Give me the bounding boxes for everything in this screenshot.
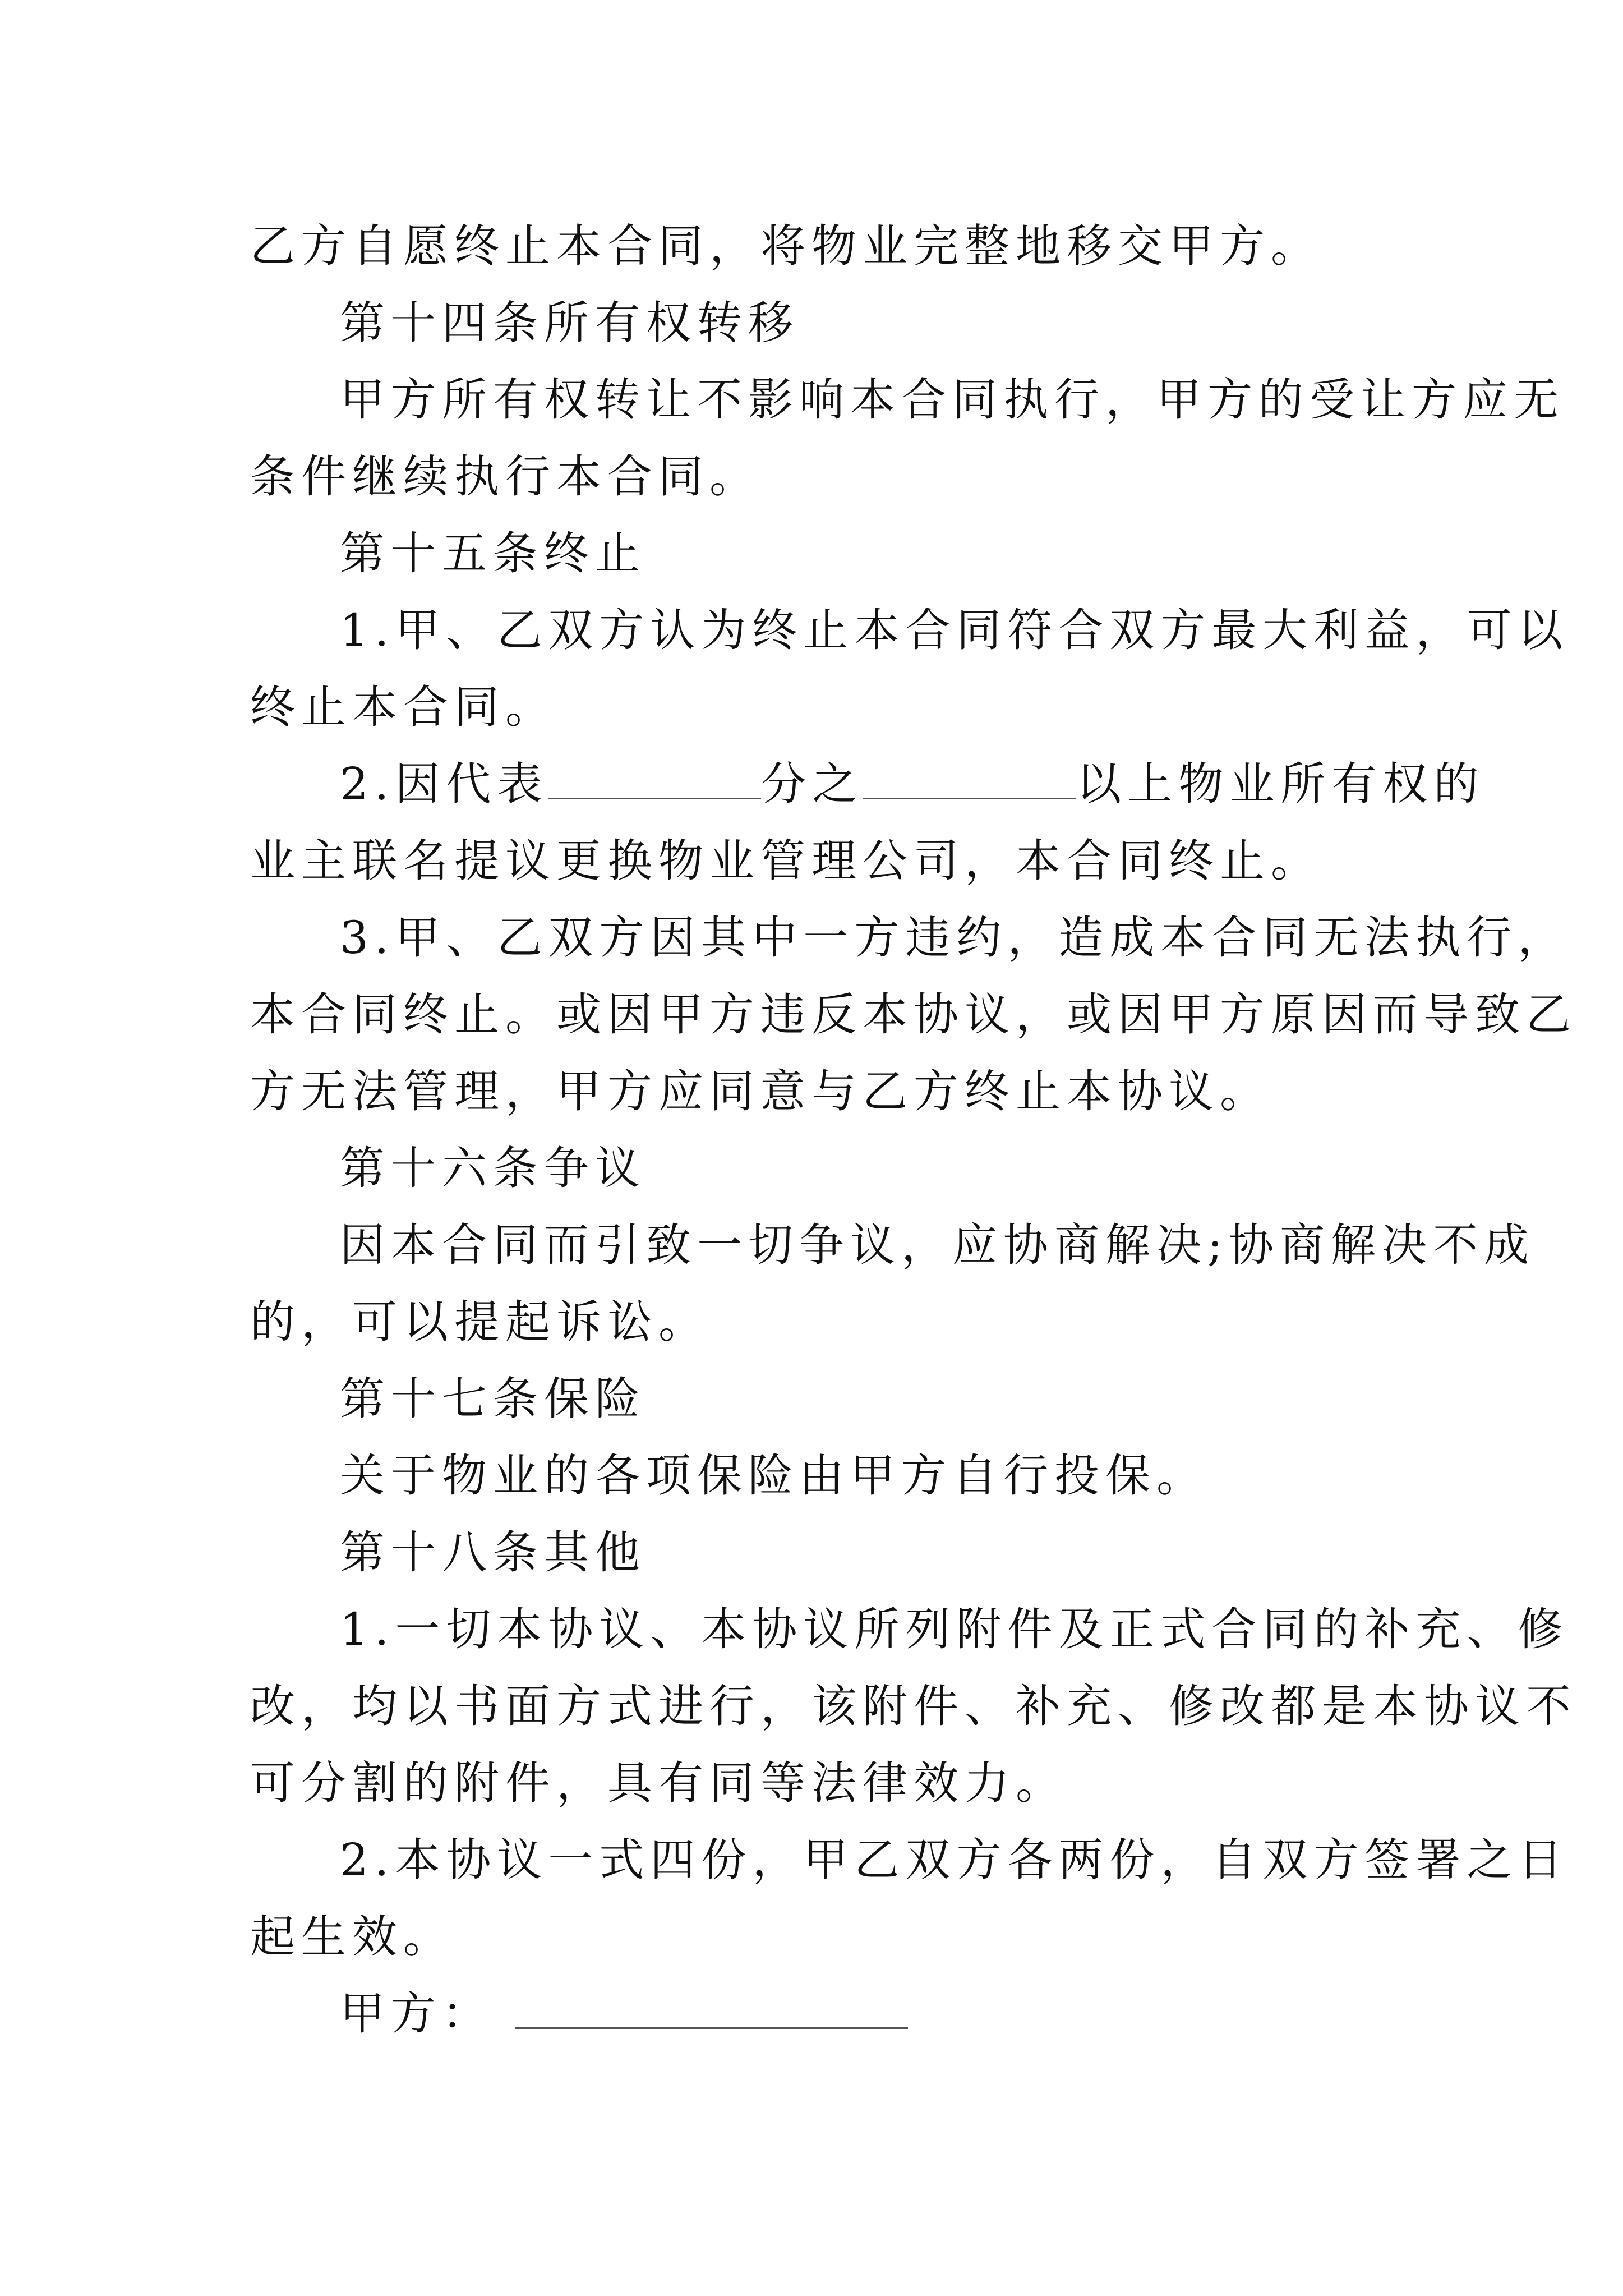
blank-field bbox=[548, 761, 761, 799]
article-heading: 第十八条其他 bbox=[340, 1526, 646, 1579]
signature-line bbox=[250, 1975, 1383, 2052]
article-heading: 第十七条保险 bbox=[340, 1373, 646, 1425]
paragraph-line: 因本合同而引致一切争议，应协商解决;协商解决不成 bbox=[340, 1219, 1535, 1271]
paragraph-line: 关于物业的各项保险由甲方自行投保。 bbox=[340, 1450, 1207, 1502]
paragraph-line: 1.一切本协议、本协议所列附件及正式合同的补充、修 bbox=[340, 1603, 1569, 1655]
article-heading: 第十五条终止 bbox=[340, 527, 646, 579]
paragraph-line: 业主联名提议更换物业管理公司，本合同终止。 bbox=[250, 835, 1322, 887]
blank-field bbox=[863, 761, 1076, 799]
paragraph-line: 可分割的附件，具有同等法律效力。 bbox=[250, 1757, 1067, 1809]
fill-in-line bbox=[250, 746, 1485, 822]
article-heading: 第十六条争议 bbox=[340, 1142, 646, 1194]
party-a-signature-blank bbox=[515, 1990, 908, 2029]
paragraph-line: 乙方自愿终止本合同，将物业完整地移交甲方。 bbox=[250, 220, 1322, 272]
line-text: 分之 bbox=[761, 758, 864, 810]
line-text: 以上物业所有权的 bbox=[1076, 758, 1485, 810]
paragraph-line: 甲方所有权转让不影响本合同执行，甲方的受让方应无 bbox=[340, 374, 1565, 426]
paragraph-line: 3.甲、乙双方因其中一方违约，造成本合同无法执行， bbox=[340, 912, 1569, 964]
line-text: 2.因代表 bbox=[340, 758, 548, 810]
paragraph-line: 条件继续执行本合同。 bbox=[250, 450, 760, 503]
article-heading: 第十四条所有权转移 bbox=[340, 297, 799, 349]
document-body bbox=[250, 208, 1577, 2052]
paragraph-line: 方无法管理，甲方应同意与乙方终止本协议。 bbox=[250, 1065, 1271, 1117]
party-a-label: 甲方： bbox=[340, 1987, 493, 2040]
paragraph-line: 1.甲、乙双方认为终止本合同符合双方最大利益，可以 bbox=[340, 604, 1569, 656]
paragraph-line: 改，均以书面方式进行，该附件、补充、修改都是本协议不 bbox=[250, 1680, 1577, 1732]
paragraph-line: 起生效。 bbox=[250, 1911, 454, 1963]
paragraph-line: 终止本合同。 bbox=[250, 681, 556, 733]
paragraph-line: 2.本协议一式四份，甲乙双方各两份，自双方签署之日 bbox=[340, 1834, 1569, 1886]
paragraph-line: 的，可以提起诉讼。 bbox=[250, 1296, 709, 1348]
paragraph-line: 本合同终止。或因甲方违反本协议，或因甲方原因而导致乙 bbox=[250, 988, 1577, 1041]
